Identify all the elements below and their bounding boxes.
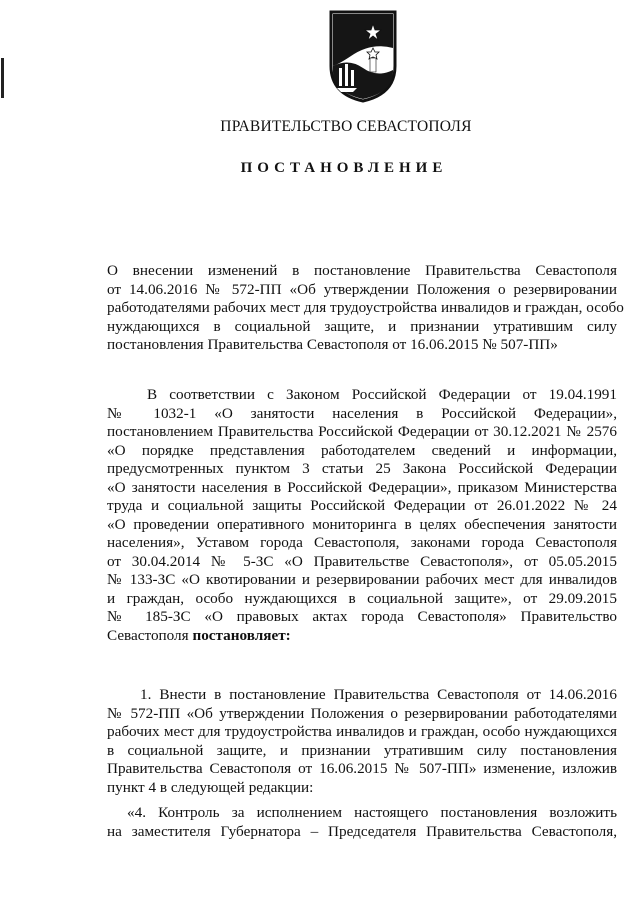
item-1-line: 1. Внести в постановление Правительства Севастополя от 14.06.2016 — [140, 686, 617, 703]
item-1-paragraph — [107, 686, 617, 797]
item-1-line: пункт 4 в следующей редакции: — [107, 778, 314, 796]
title-line: от 14.06.2016 № 572-ПП «Об утверждении Положения о резервировании — [107, 280, 617, 298]
item-1-line: рабочих мест для трудоустройства инвалидов и граждан, особо нуждающихся — [107, 723, 617, 740]
document-title-block — [107, 262, 624, 355]
preamble-line: «О проведении оперативного мониторинга в целях обеспечения занятости — [107, 515, 617, 533]
organization-name: ПРАВИТЕЛЬСТВО СЕВАСТОПОЛЯ — [220, 118, 472, 135]
item-1-line: № 572-ПП «Об утверждении Положения о резервировании работодателями — [107, 704, 617, 722]
coat-of-arms-icon — [327, 8, 399, 104]
quote-line: «4. Контроль за исполнением настоящего постановления возложить — [127, 804, 617, 821]
preamble-line: В соответствии с Законом Российской Федерации от 19.04.1991 — [147, 386, 617, 403]
quoted-item-4-paragraph — [107, 804, 617, 841]
preamble-last-text: Севастополя — [107, 626, 193, 644]
quote-line: на заместителя Губернатора – Председателя Правительства Севастополя, — [107, 822, 617, 840]
title-line: нуждающихся в социальной защите, и признании утратившим силу — [107, 317, 617, 335]
preamble-line: и граждан, особо нуждающихся в социальной защите», от 29.09.2015 — [107, 589, 617, 607]
title-line: работодателями рабочих мест для трудоустройства инвалидов и граждан, особо — [107, 299, 624, 316]
item-1-line: Правительства Севастополя от 16.06.2015 № 507-ПП» изменение, изложив — [107, 760, 617, 777]
title-line: постановления Правительства Севастополя от 16.06.2015 № 507-ПП» — [107, 336, 558, 353]
preamble-line: «О занятости населения в Российской Федерации», приказом Министерства — [107, 478, 617, 496]
preamble-last-line — [107, 627, 617, 646]
preamble-line: № 185-ЗС «О правовых актах города Севастополя» Правительство — [107, 608, 617, 625]
title-line: О внесении изменений в постановление Правительства Севастополя — [107, 262, 617, 279]
preamble-line: предусмотренных пунктом 3 статьи 25 Закона Российской Федерации — [107, 460, 617, 477]
preamble-line: населения», Уставом города Севастополя, законами города Севастополя — [107, 534, 617, 551]
preamble-line: постановлением Правительства Российской Федерации от 30.12.2021 № 2576 — [107, 423, 617, 440]
preamble-line: № 1032-1 «О занятости населения в Российской Федерации», — [107, 404, 617, 422]
preamble-line: труда и социальной защиты Российской Федерации от 26.01.2022 № 24 — [107, 497, 617, 514]
preamble-line: № 133-ЗС «О квотировании и резервировании рабочих мест для инвалидов — [107, 571, 617, 588]
item-1-line: в социальной защите, и признании утратившим силу постановления — [107, 741, 617, 759]
preamble-line: «О порядке представления работодателем сведений и информации, — [107, 441, 617, 459]
resolves-keyword: постановляет: — [192, 626, 291, 644]
preamble-line: от 30.04.2014 № 5-ЗС «О Правительстве Севастополя», от 05.05.2015 — [107, 552, 617, 570]
document-type-title: ПОСТАНОВЛЕНИЕ — [240, 160, 448, 176]
scan-edge-mark — [1, 58, 4, 98]
preamble-paragraph — [107, 386, 617, 645]
